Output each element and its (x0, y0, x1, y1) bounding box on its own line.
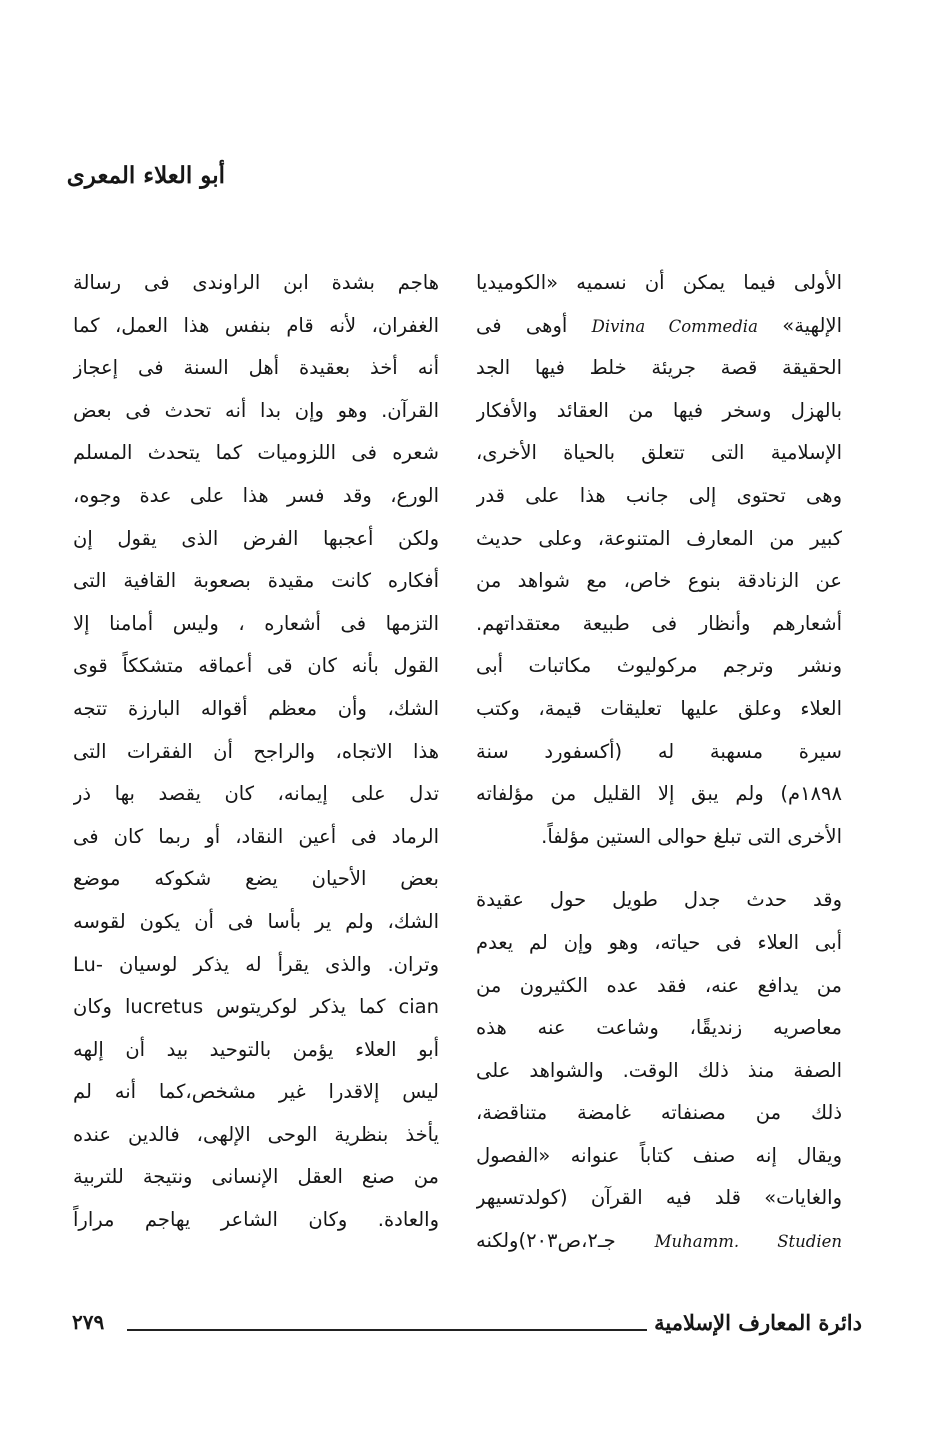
right-column-line: من يدافع عنه، فقد عده الكثيرون من (476, 973, 842, 997)
right-column-line: بالهزل وسخر فيها من العقائد والأفكار (476, 398, 842, 422)
left-column-line: هذا الاتجاه، والراجح أن الفقرات التى (73, 739, 439, 763)
left-column-line: التزمها فى أشعاره ، وليس أمامنا إلا (73, 611, 439, 635)
left-column-line: أبو العلاء يؤمن بالتوحيد بيد أن إلهه (73, 1037, 439, 1061)
left-column-line: القرآن. وهو وإن بدا أنه تحدث فى بعض (73, 398, 439, 422)
right-column-line-fragment: الإلهية» (757, 313, 842, 337)
left-column-line: الغفران، لأنه قام بنفس هذا العمل، كما (73, 313, 439, 337)
right-column-line: سيرة مسهبة له (أكسفورد سنة (476, 739, 842, 763)
left-column-line: الورع، وقد فسر هذا على عدة وجوه، (73, 483, 439, 507)
right-column-line-fragment: أوهى فى (476, 313, 592, 337)
latin-title: Divina Commedia (591, 316, 758, 336)
left-column-line: ولكن أعجبها الفرض الذى يقول إن (73, 526, 439, 550)
right-column-line: ويقال إنه صنف كتاباً عنوانه «الفصول (476, 1143, 842, 1167)
right-column-line: وقد حدث جدل طويل حول عقيدة (476, 888, 842, 912)
left-column-line: والعادة. وكان الشاعر يهاجم مراراً (73, 1208, 439, 1232)
page-number: ٢٧٩ (72, 1310, 105, 1334)
left-column-line: بعض الأحيان يضع شكوكه موضع (73, 867, 439, 891)
right-column-line: معاصريه زنديقًا، وشاعت عنه هذه (476, 1016, 842, 1040)
left-column-line: الرماد فى أعين النقاد، أو ربما كان فى (73, 824, 439, 848)
right-column-line: ١٨٩٨م) ولم يبق إلا القليل من مؤلفاته (476, 782, 842, 806)
footer-rule (127, 1329, 647, 1331)
left-column-line: أنه أخذ بعقيدة أهل السنة فى إعجاز (73, 356, 439, 380)
paragraph-gap (476, 858, 842, 879)
left-column-line: الشك، وأن معظم أقواله البارزة تتجه (73, 696, 439, 720)
left-column-line: cian كما يذكر لوكريتوس lucretus وكان (73, 995, 439, 1019)
right-column-line (476, 1220, 842, 1263)
right-column-line: عن الزنادقة بنوع خاص، مع شواهد من (476, 569, 842, 593)
right-column-line-fragment: جـ٢،ص٢٠٣)ولكنه (476, 1229, 655, 1253)
encyclopedia-title: دائرة المعارف الإسلامية (654, 1310, 862, 1335)
right-column-line: الحقيقة قصة جريئة خلط فيها الجد (476, 356, 842, 380)
right-column-line: كبير من المعارف المتنوعة، وعلى حديث (476, 526, 842, 550)
running-head: أبو العلاء المعرى (66, 162, 225, 189)
left-column-line: شعره فى اللزوميات كما يتحدث المسلم (73, 441, 439, 465)
right-column-line: الأولى فيما يمكن أن نسميه «الكوميديا (476, 271, 842, 294)
right-column-line: ذلك من مصنفاته غامضة متناقضة، (476, 1101, 842, 1125)
left-column-line: القول بأنه كان قى أعماقه متشككاً قوى (73, 654, 439, 678)
left-column-line: وتران. والذى يقرأ له يذكر لوسيان -Lu (73, 952, 439, 976)
left-column-line: ليس إلاقدرا غير مشخص،كما أنه لم (73, 1080, 439, 1104)
left-column-line: الشك، ولم ير بأسا فى أن يكون لقوسه (73, 909, 439, 933)
page-footer (72, 1310, 862, 1346)
right-column-line: والغايات» قلد فيه القرآن (كولدتسيهر (476, 1186, 842, 1210)
latin-citation: Muhamm. Studien (654, 1232, 842, 1252)
left-column-line: هاجم بشدة ابن الراوندى فى رسالة (73, 271, 439, 294)
right-text-column (476, 262, 842, 1263)
left-column-line: يأخذ بنظرية الوحى الإلهى، فالدين عنده (73, 1122, 439, 1146)
right-column-line: العلاء وعلق عليها تعليقات قيمة، وكتب (476, 696, 842, 720)
right-column-line: أشعارهم وأنظار فى طبيعة معتقداتهم. (476, 611, 842, 635)
right-column-line: الإسلامية التى تتعلق بالحياة الأخرى، (476, 441, 842, 465)
right-column-line: وهى تحتوى إلى جانب هذا على قدر (476, 483, 842, 507)
left-column-line: من صنع العقل الإنسانى ونتيجة للتربية (73, 1165, 439, 1189)
right-column-line: أبى العلاء فى حياته، وهو وإن لم يعدم (476, 930, 842, 954)
right-column-line (476, 305, 842, 348)
right-column-line: الأخرى التى تبلغ حوالى الستين مؤلفاً. (541, 824, 842, 848)
left-column-line: تدل على إيمانه، كان يقصد بها ذر (73, 782, 439, 806)
left-text-column (73, 262, 439, 1242)
right-column-line: الصفة منذ ذلك الوقت. والشواهد على (476, 1058, 842, 1082)
right-column-line: ونشر وترجم مركوليوث مكاتبات أبى (476, 654, 842, 678)
left-column-line: أفكاره كانت مقيدة بصعوبة القافية التى (73, 569, 439, 593)
